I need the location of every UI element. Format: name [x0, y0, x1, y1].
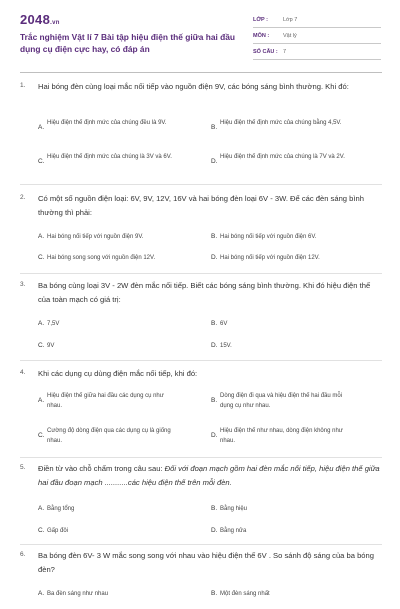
question-number: 3.	[20, 281, 26, 288]
option-letter: D.	[211, 158, 218, 165]
option-text: Hiệu điện thế giữa hai đầu các dụng cụ như nhau.	[47, 393, 164, 409]
option-letter: C.	[38, 342, 45, 349]
option-letter: C.	[38, 254, 45, 261]
option-text: Hiệu điện thế định mức của chúng là 7V và 2V.	[220, 154, 345, 160]
option-letter: D.	[211, 342, 218, 349]
option-letter: B.	[211, 233, 218, 240]
option-text: 6V	[220, 321, 228, 327]
question-divider	[20, 184, 382, 185]
option-letter: A.	[38, 233, 45, 240]
question-number: 5.	[20, 464, 26, 471]
option-letter: A.	[38, 320, 45, 327]
option-letter: D.	[211, 432, 218, 439]
option-text: Bằng hiệu	[220, 506, 248, 512]
question-text: Hai bóng đèn cùng loại mắc nối tiếp vào nguồn điện 9V, các bóng sáng bình thường. Khi đó:	[38, 82, 349, 91]
logo-suffix: .vn	[50, 20, 60, 26]
question-divider	[20, 273, 382, 274]
option-text: Hiệu điện thế định mức của chúng bằng 4,5V.	[220, 120, 342, 126]
option-letter: A.	[38, 590, 45, 597]
option-letter: B.	[211, 590, 218, 597]
question-divider	[20, 457, 382, 458]
option-letter: D.	[211, 527, 218, 534]
option-text: Một đèn sáng nhất	[220, 591, 270, 597]
meta-class-value: Lớp 7	[283, 17, 298, 23]
option-text: Hiệu điện thế như nhau, dòng điện không như nhau.	[220, 428, 343, 444]
option-letter: D.	[211, 254, 218, 261]
meta-count-value: 7	[283, 49, 287, 55]
option-letter: B.	[211, 505, 218, 512]
option-letter: A.	[38, 397, 45, 404]
option-letter: C.	[38, 527, 45, 534]
option-text: Hai bóng song song với nguồn điện 12V.	[47, 255, 156, 261]
option-letter: B.	[211, 124, 218, 131]
header-divider	[20, 72, 382, 73]
option-letter: C.	[38, 158, 45, 165]
option-text: Hiệu điện thế định mức của chúng là 3V và 6V.	[47, 154, 172, 160]
option-text: Hai bóng nối tiếp với nguồn điện 12V.	[220, 255, 320, 261]
question-text	[38, 462, 382, 489]
logo-main: 2048	[20, 12, 51, 27]
question-number: 6.	[20, 551, 26, 558]
option-text: Cường độ dòng điện qua các dụng cụ là giống nhau.	[47, 428, 171, 444]
question-text: Có một số nguồn điện loại: 6V, 9V, 12V, 16V và hai bóng đèn loại 6V - 3W. Để các đèn sáng bình thường thì phải:	[38, 194, 364, 217]
meta-class	[253, 14, 381, 28]
option-text: Hai bóng nối tiếp với nguồn điện 6V.	[220, 234, 317, 240]
document-title: Trắc nghiệm Vật lí 7 Bài tập hiệu điện thế giữa hai đầu dụng cụ điện cực hay, có đáp án	[20, 32, 236, 54]
site-logo[interactable]	[20, 12, 60, 27]
option-letter: C.	[38, 432, 45, 439]
option-text: Ba đèn sáng như nhau	[47, 591, 109, 597]
question-number: 1.	[20, 82, 26, 89]
meta-question-count	[253, 46, 381, 60]
question-text-plain: Điền từ vào chỗ chấm trong câu sau:	[38, 464, 165, 473]
option-letter: A.	[38, 124, 45, 131]
question-text: Ba bóng cùng loại 3V - 2W đèn mắc nối tiếp. Biết các bóng sáng bình thường. Khi đó hiệu điện thế của toàn mạch có giá trị:	[38, 281, 371, 304]
option-text: Hai bóng nối tiếp với nguồn điện 9V.	[47, 234, 144, 240]
option-text: Bằng tổng	[47, 506, 75, 512]
meta-subject-key: MÔN :	[253, 33, 270, 39]
option-letter: A.	[38, 505, 45, 512]
question-number: 4.	[20, 369, 26, 376]
question-divider	[20, 544, 382, 545]
page-header	[0, 0, 400, 72]
question-text: Khi các dụng cụ dùng điện mắc nối tiếp, khi đó:	[38, 369, 198, 378]
option-text: Gấp đôi	[47, 528, 69, 534]
meta-subject	[253, 30, 381, 44]
option-letter: B.	[211, 397, 218, 404]
question-divider	[20, 360, 382, 361]
option-text: 15V.	[220, 343, 232, 349]
option-text: Bằng nửa	[220, 528, 247, 534]
question-number: 2.	[20, 194, 26, 201]
question-text-italic: Đối với đoạn mạch gồm hai đèn mắc nối tiếp, hiệu điện thế giữa hai đầu đoạn mạch ...........các hiệu điện thế trên mỗi đèn.	[38, 464, 380, 487]
meta-subject-value: Vật lý	[283, 33, 297, 39]
option-text: Hiệu điện thế định mức của chúng đều là 9V.	[47, 120, 167, 126]
option-text: Dòng điện đi qua và hiệu điện thế hai đầu mỗi dụng cụ như nhau.	[220, 393, 343, 409]
option-letter: B.	[211, 320, 218, 327]
option-text: 7,5V	[47, 321, 60, 327]
meta-count-key: SỐ CÂU :	[253, 49, 278, 55]
option-text: 9V	[47, 343, 55, 349]
question-text: Ba bóng đèn 6V- 3 W mắc song song với nhau vào hiệu điện thế 6V . So sánh độ sáng của ba bóng đèn?	[38, 551, 374, 574]
meta-class-key: LỚP :	[253, 17, 268, 23]
